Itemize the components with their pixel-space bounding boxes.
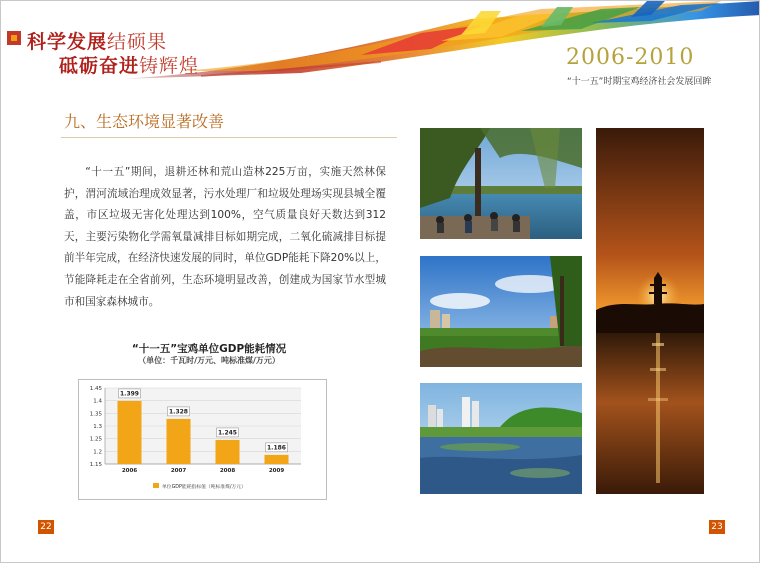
title-line2-light: 铸辉煌 (139, 55, 200, 77)
chart-title: “十一五”宝鸡单位GDP能耗情况 (131, 343, 287, 355)
y-tick-label: 1.35 (89, 411, 102, 418)
y-tick-label: 1.45 (89, 386, 102, 392)
review-subtitle: “十一五”时期宝鸡经济社会发展回眸 (567, 77, 712, 87)
chart-subtitle: （单位：千瓦时/万元、吨标准煤/万元） (138, 356, 280, 365)
bar (216, 440, 240, 464)
years-label: 2006-2010 (566, 45, 695, 70)
data-label: 1.245 (218, 429, 237, 437)
page-number-left: 22 (38, 520, 54, 534)
gdp-energy-chart (79, 380, 326, 499)
legend-label: 单位GDP能耗指标值（吨标准煤/万元） (162, 485, 246, 490)
title-line1-bold: 科学发展 (27, 31, 108, 53)
section-paragraph: “十一五”期间，退耕还林和荒山造林225万亩，实施天然林保护，渭河流域治理成效显著，污水处理厂和垃圾处理场实现县城全覆盖，市区垃圾无害化处理达到100%，空气质量良好天数达到312天，主要污染物化学需氧量减排目标如期完成，二氧化硫减排目标提前半年完成，在经济快速发展的同时，单位GDP能耗下降20%以上，节能降耗走在全省前列，生态环境明显改善，创建成为国家节水型城市和国家森林城市。 (64, 166, 386, 308)
title-mark-icon (7, 31, 21, 45)
bar (167, 419, 191, 464)
legend-swatch (153, 483, 159, 488)
section-heading: 九、生态环境显著改善 (64, 112, 225, 131)
x-tick-label: 2007 (170, 468, 187, 474)
bar (265, 455, 289, 464)
y-tick-label: 1.25 (89, 436, 102, 443)
data-label: 1.186 (267, 444, 286, 452)
wetland-photo (420, 383, 582, 494)
section-divider (61, 137, 397, 138)
y-tick-label: 1.3 (93, 424, 102, 430)
page-number-right: 23 (709, 520, 725, 534)
chart-frame (78, 379, 327, 500)
lake-park-photo (420, 128, 582, 239)
y-tick-label: 1.15 (89, 462, 102, 468)
y-tick-label: 1.4 (93, 398, 102, 405)
x-tick-label: 2009 (268, 468, 285, 474)
data-label: 1.399 (120, 390, 139, 398)
y-tick-label: 1.2 (93, 449, 102, 456)
title-line2-bold: 砥砺奋进 (59, 55, 140, 77)
data-label: 1.328 (169, 408, 188, 416)
x-tick-label: 2006 (121, 468, 138, 474)
banner-title-line2 (59, 51, 199, 78)
sunset-pagoda-photo (596, 128, 704, 494)
title-line1-light: 结硕果 (107, 31, 168, 53)
city-park-photo (420, 256, 582, 367)
banner-title-line1 (27, 27, 167, 54)
x-tick-label: 2008 (219, 468, 236, 474)
bar (118, 401, 142, 464)
